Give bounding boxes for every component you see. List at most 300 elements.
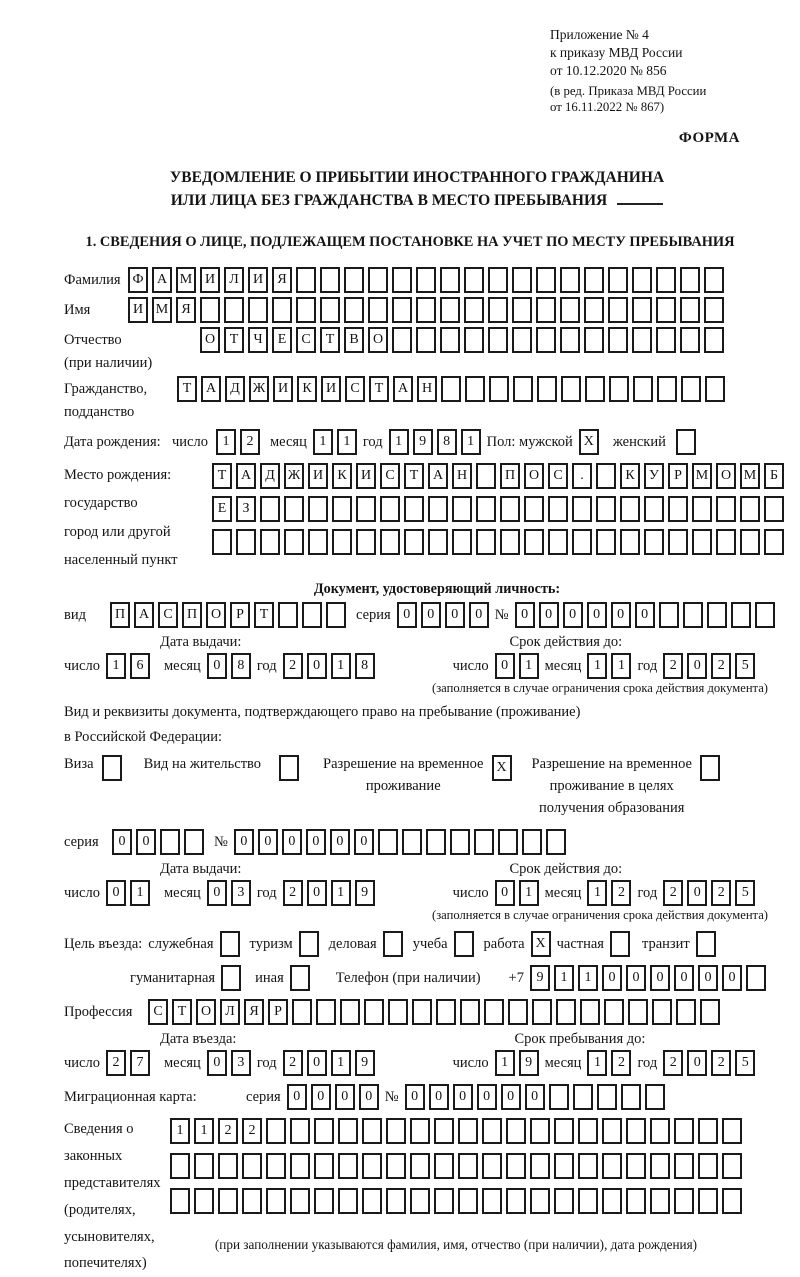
char-box[interactable] — [561, 376, 581, 402]
char-box[interactable] — [284, 496, 304, 522]
char-box[interactable]: Ч — [248, 327, 268, 353]
char-box[interactable] — [680, 267, 700, 293]
char-box[interactable] — [410, 1188, 430, 1214]
char-box[interactable] — [224, 297, 244, 323]
char-box[interactable]: 2 — [711, 880, 731, 906]
char-box[interactable] — [764, 496, 784, 522]
char-box[interactable]: С — [158, 602, 178, 628]
char-box[interactable]: К — [620, 463, 640, 489]
char-box[interactable] — [476, 463, 496, 489]
char-box[interactable] — [404, 496, 424, 522]
char-box[interactable] — [522, 829, 542, 855]
char-box[interactable]: В — [344, 327, 364, 353]
char-box[interactable]: 1 — [331, 880, 351, 906]
char-box[interactable] — [272, 297, 292, 323]
char-box[interactable]: 2 — [106, 1050, 126, 1076]
char-box[interactable]: 0 — [282, 829, 302, 855]
char-box[interactable] — [242, 1153, 262, 1179]
residence-issue-year[interactable] — [283, 880, 375, 906]
char-box[interactable] — [512, 327, 532, 353]
char-box[interactable] — [404, 529, 424, 555]
iddoc-issue-year[interactable] — [283, 653, 375, 679]
iddoc-issue-month[interactable] — [207, 653, 251, 679]
char-box[interactable]: 9 — [413, 429, 433, 455]
char-box[interactable] — [602, 1118, 622, 1144]
char-box[interactable]: А — [393, 376, 413, 402]
char-box[interactable] — [692, 496, 712, 522]
char-box[interactable] — [626, 1118, 646, 1144]
char-box[interactable] — [434, 1118, 454, 1144]
char-box[interactable] — [680, 297, 700, 323]
char-box[interactable]: 9 — [355, 1050, 375, 1076]
char-box[interactable]: 0 — [445, 602, 465, 628]
char-box[interactable] — [221, 965, 241, 991]
char-box[interactable]: 9 — [530, 965, 550, 991]
char-box[interactable]: 0 — [626, 965, 646, 991]
char-box[interactable]: 5 — [735, 880, 755, 906]
char-box[interactable] — [452, 529, 472, 555]
char-box[interactable] — [596, 496, 616, 522]
char-box[interactable] — [696, 931, 716, 957]
residence-valid-month[interactable] — [587, 880, 631, 906]
char-box[interactable] — [500, 529, 520, 555]
char-box[interactable] — [578, 1118, 598, 1144]
char-box[interactable] — [383, 931, 403, 957]
char-box[interactable] — [508, 999, 528, 1025]
char-box[interactable] — [428, 529, 448, 555]
char-box[interactable]: И — [128, 297, 148, 323]
char-box[interactable]: 1 — [130, 880, 150, 906]
char-box[interactable]: С — [148, 999, 168, 1025]
char-box[interactable]: А — [428, 463, 448, 489]
char-box[interactable]: 0 — [515, 602, 535, 628]
char-box[interactable] — [200, 297, 220, 323]
iddoc-valid-year[interactable] — [663, 653, 755, 679]
char-box[interactable] — [704, 327, 724, 353]
char-box[interactable]: 0 — [421, 602, 441, 628]
char-box[interactable]: 0 — [635, 602, 655, 628]
char-box[interactable]: А — [236, 463, 256, 489]
char-box[interactable] — [676, 429, 696, 455]
char-box[interactable] — [356, 529, 376, 555]
char-box[interactable] — [410, 1118, 430, 1144]
char-box[interactable]: X — [531, 931, 551, 957]
char-box[interactable] — [194, 1188, 214, 1214]
char-box[interactable]: 0 — [405, 1084, 425, 1110]
char-box[interactable] — [650, 1188, 670, 1214]
char-box[interactable] — [530, 1118, 550, 1144]
char-box[interactable]: 0 — [687, 880, 707, 906]
char-box[interactable]: 1 — [611, 653, 631, 679]
char-box[interactable] — [532, 999, 552, 1025]
char-box[interactable]: Л — [224, 267, 244, 293]
char-box[interactable] — [314, 1153, 334, 1179]
residence-valid-day[interactable] — [495, 880, 539, 906]
char-box[interactable]: 0 — [307, 880, 327, 906]
char-box[interactable] — [220, 931, 240, 957]
char-box[interactable] — [560, 297, 580, 323]
char-box[interactable]: Т — [177, 376, 197, 402]
char-box[interactable] — [524, 529, 544, 555]
char-box[interactable] — [314, 1188, 334, 1214]
surname-boxes[interactable] — [128, 267, 724, 293]
char-box[interactable] — [668, 529, 688, 555]
char-box[interactable] — [338, 1118, 358, 1144]
char-box[interactable] — [698, 1188, 718, 1214]
char-box[interactable] — [392, 297, 412, 323]
char-box[interactable]: 5 — [735, 653, 755, 679]
char-box[interactable] — [308, 529, 328, 555]
char-box[interactable] — [440, 327, 460, 353]
char-box[interactable]: 2 — [218, 1118, 238, 1144]
char-box[interactable] — [700, 755, 720, 781]
char-box[interactable] — [392, 267, 412, 293]
char-box[interactable]: 0 — [307, 1050, 327, 1076]
char-box[interactable] — [452, 496, 472, 522]
purpose-transit-checkbox[interactable] — [696, 931, 716, 957]
char-box[interactable]: Д — [260, 463, 280, 489]
char-box[interactable] — [580, 999, 600, 1025]
char-box[interactable] — [764, 529, 784, 555]
char-box[interactable] — [610, 931, 630, 957]
char-box[interactable] — [194, 1153, 214, 1179]
char-box[interactable] — [722, 1153, 742, 1179]
char-box[interactable]: Т — [212, 463, 232, 489]
char-box[interactable] — [416, 327, 436, 353]
char-box[interactable] — [482, 1188, 502, 1214]
char-box[interactable] — [656, 297, 676, 323]
residence-issue-month[interactable] — [207, 880, 251, 906]
char-box[interactable]: Л — [220, 999, 240, 1025]
char-box[interactable]: 9 — [355, 880, 375, 906]
char-box[interactable] — [332, 496, 352, 522]
char-box[interactable] — [290, 1188, 310, 1214]
char-box[interactable] — [681, 376, 701, 402]
char-box[interactable]: 0 — [354, 829, 374, 855]
purpose-other-checkbox[interactable] — [290, 965, 310, 991]
char-box[interactable]: 0 — [234, 829, 254, 855]
char-box[interactable] — [698, 1153, 718, 1179]
char-box[interactable] — [659, 602, 679, 628]
char-box[interactable] — [458, 1118, 478, 1144]
char-box[interactable]: 2 — [242, 1118, 262, 1144]
char-box[interactable] — [560, 267, 580, 293]
char-box[interactable]: 2 — [283, 1050, 303, 1076]
temp-residence-edu-checkbox[interactable] — [700, 755, 720, 781]
char-box[interactable]: 0 — [311, 1084, 331, 1110]
char-box[interactable] — [632, 267, 652, 293]
char-box[interactable] — [386, 1188, 406, 1214]
char-box[interactable] — [554, 1118, 574, 1144]
char-box[interactable] — [474, 829, 494, 855]
char-box[interactable] — [368, 297, 388, 323]
char-box[interactable] — [585, 376, 605, 402]
char-box[interactable]: 0 — [687, 1050, 707, 1076]
char-box[interactable] — [260, 496, 280, 522]
representatives-row3-boxes[interactable] — [170, 1188, 742, 1214]
char-box[interactable]: 1 — [389, 429, 409, 455]
birthplace-row1-boxes[interactable] — [212, 463, 784, 489]
char-box[interactable] — [554, 1153, 574, 1179]
iddoc-valid-month[interactable] — [587, 653, 631, 679]
char-box[interactable]: П — [110, 602, 130, 628]
char-box[interactable] — [700, 999, 720, 1025]
char-box[interactable]: 7 — [130, 1050, 150, 1076]
char-box[interactable] — [362, 1118, 382, 1144]
char-box[interactable]: 0 — [397, 602, 417, 628]
char-box[interactable]: С — [380, 463, 400, 489]
char-box[interactable] — [460, 999, 480, 1025]
char-box[interactable] — [380, 496, 400, 522]
char-box[interactable] — [388, 999, 408, 1025]
char-box[interactable] — [621, 1084, 641, 1110]
char-box[interactable]: А — [201, 376, 221, 402]
char-box[interactable] — [645, 1084, 665, 1110]
char-box[interactable] — [454, 931, 474, 957]
char-box[interactable]: 8 — [437, 429, 457, 455]
char-box[interactable]: 0 — [207, 1050, 227, 1076]
char-box[interactable]: 0 — [207, 653, 227, 679]
char-box[interactable]: М — [152, 297, 172, 323]
residence-series-boxes[interactable] — [112, 829, 204, 855]
char-box[interactable] — [500, 496, 520, 522]
char-box[interactable] — [332, 529, 352, 555]
char-box[interactable] — [536, 327, 556, 353]
char-box[interactable] — [722, 1188, 742, 1214]
char-box[interactable]: 0 — [287, 1084, 307, 1110]
char-box[interactable] — [536, 267, 556, 293]
char-box[interactable] — [218, 1153, 238, 1179]
purpose-official-checkbox[interactable] — [220, 931, 240, 957]
char-box[interactable]: 0 — [687, 653, 707, 679]
stay-day[interactable] — [495, 1050, 539, 1076]
birthplace-row3-boxes[interactable] — [212, 529, 784, 555]
char-box[interactable]: 1 — [106, 653, 126, 679]
char-box[interactable]: С — [296, 327, 316, 353]
char-box[interactable]: 0 — [495, 880, 515, 906]
char-box[interactable] — [236, 529, 256, 555]
char-box[interactable] — [302, 602, 322, 628]
char-box[interactable] — [266, 1188, 286, 1214]
char-box[interactable] — [170, 1188, 190, 1214]
char-box[interactable] — [716, 496, 736, 522]
char-box[interactable] — [596, 529, 616, 555]
char-box[interactable]: 1 — [337, 429, 357, 455]
char-box[interactable] — [556, 999, 576, 1025]
char-box[interactable]: 1 — [587, 880, 607, 906]
char-box[interactable]: О — [200, 327, 220, 353]
char-box[interactable]: Р — [268, 999, 288, 1025]
char-box[interactable] — [650, 1153, 670, 1179]
char-box[interactable] — [674, 1153, 694, 1179]
char-box[interactable]: У — [644, 463, 664, 489]
char-box[interactable] — [602, 1188, 622, 1214]
char-box[interactable] — [380, 529, 400, 555]
char-box[interactable] — [290, 1118, 310, 1144]
char-box[interactable] — [650, 1118, 670, 1144]
entry-day[interactable] — [106, 1050, 150, 1076]
char-box[interactable] — [560, 327, 580, 353]
profession-boxes[interactable] — [148, 999, 720, 1025]
char-box[interactable] — [698, 1118, 718, 1144]
char-box[interactable] — [308, 496, 328, 522]
char-box[interactable]: 1 — [216, 429, 236, 455]
char-box[interactable]: Ж — [249, 376, 269, 402]
char-box[interactable] — [314, 1118, 334, 1144]
char-box[interactable]: И — [273, 376, 293, 402]
char-box[interactable]: И — [321, 376, 341, 402]
char-box[interactable]: 2 — [240, 429, 260, 455]
char-box[interactable] — [604, 999, 624, 1025]
char-box[interactable] — [279, 755, 299, 781]
char-box[interactable]: Т — [224, 327, 244, 353]
char-box[interactable]: И — [248, 267, 268, 293]
char-box[interactable] — [290, 965, 310, 991]
char-box[interactable] — [692, 529, 712, 555]
char-box[interactable] — [716, 529, 736, 555]
residence-permit-checkbox[interactable] — [279, 755, 299, 781]
char-box[interactable] — [674, 1188, 694, 1214]
char-box[interactable] — [609, 376, 629, 402]
char-box[interactable] — [549, 1084, 569, 1110]
char-box[interactable] — [340, 999, 360, 1025]
char-box[interactable] — [705, 376, 725, 402]
char-box[interactable]: 0 — [650, 965, 670, 991]
stay-month[interactable] — [587, 1050, 631, 1076]
char-box[interactable] — [632, 297, 652, 323]
char-box[interactable]: 0 — [453, 1084, 473, 1110]
char-box[interactable] — [450, 829, 470, 855]
char-box[interactable] — [506, 1118, 526, 1144]
char-box[interactable]: 1 — [587, 1050, 607, 1076]
birth-day-boxes[interactable] — [216, 429, 260, 455]
char-box[interactable] — [755, 602, 775, 628]
char-box[interactable] — [441, 376, 461, 402]
char-box[interactable] — [248, 297, 268, 323]
char-box[interactable] — [392, 327, 412, 353]
char-box[interactable] — [266, 1118, 286, 1144]
char-box[interactable] — [356, 496, 376, 522]
char-box[interactable]: 2 — [611, 880, 631, 906]
char-box[interactable] — [378, 829, 398, 855]
char-box[interactable]: Ф — [128, 267, 148, 293]
char-box[interactable] — [524, 496, 544, 522]
char-box[interactable]: 2 — [663, 1050, 683, 1076]
char-box[interactable] — [489, 376, 509, 402]
char-box[interactable] — [402, 829, 422, 855]
char-box[interactable] — [434, 1153, 454, 1179]
char-box[interactable] — [170, 1153, 190, 1179]
char-box[interactable] — [530, 1153, 550, 1179]
char-box[interactable]: 2 — [663, 653, 683, 679]
char-box[interactable] — [386, 1118, 406, 1144]
char-box[interactable] — [584, 327, 604, 353]
char-box[interactable] — [608, 327, 628, 353]
char-box[interactable]: М — [692, 463, 712, 489]
char-box[interactable] — [554, 1188, 574, 1214]
char-box[interactable]: 1 — [194, 1118, 214, 1144]
representatives-row1-boxes[interactable] — [170, 1118, 742, 1144]
char-box[interactable]: 0 — [722, 965, 742, 991]
char-box[interactable]: 0 — [207, 880, 227, 906]
char-box[interactable] — [683, 602, 703, 628]
char-box[interactable]: Р — [230, 602, 250, 628]
char-box[interactable] — [644, 529, 664, 555]
char-box[interactable]: 8 — [231, 653, 251, 679]
char-box[interactable]: 0 — [674, 965, 694, 991]
char-box[interactable] — [722, 1118, 742, 1144]
char-box[interactable] — [746, 965, 766, 991]
char-box[interactable] — [488, 327, 508, 353]
char-box[interactable] — [731, 602, 751, 628]
char-box[interactable]: О — [368, 327, 388, 353]
char-box[interactable]: Я — [176, 297, 196, 323]
char-box[interactable] — [464, 327, 484, 353]
char-box[interactable] — [537, 376, 557, 402]
char-box[interactable]: 0 — [602, 965, 622, 991]
char-box[interactable] — [299, 931, 319, 957]
char-box[interactable]: С — [548, 463, 568, 489]
migration-number-boxes[interactable] — [405, 1084, 665, 1110]
iddoc-issue-day[interactable] — [106, 653, 150, 679]
char-box[interactable]: П — [500, 463, 520, 489]
visa-checkbox[interactable] — [102, 755, 122, 781]
char-box[interactable]: 1 — [578, 965, 598, 991]
char-box[interactable] — [458, 1153, 478, 1179]
char-box[interactable] — [740, 496, 760, 522]
char-box[interactable] — [572, 529, 592, 555]
char-box[interactable] — [320, 267, 340, 293]
char-box[interactable]: И — [200, 267, 220, 293]
char-box[interactable] — [704, 267, 724, 293]
stay-year[interactable] — [663, 1050, 755, 1076]
char-box[interactable] — [506, 1153, 526, 1179]
char-box[interactable] — [488, 267, 508, 293]
char-box[interactable] — [410, 1153, 430, 1179]
char-box[interactable]: 1 — [461, 429, 481, 455]
birth-year-boxes[interactable] — [389, 429, 481, 455]
char-box[interactable] — [657, 376, 677, 402]
char-box[interactable] — [704, 297, 724, 323]
char-box[interactable] — [578, 1188, 598, 1214]
char-box[interactable] — [512, 297, 532, 323]
sex-male-checkbox[interactable] — [579, 429, 599, 455]
char-box[interactable] — [284, 529, 304, 555]
char-box[interactable]: Т — [320, 327, 340, 353]
char-box[interactable] — [440, 267, 460, 293]
char-box[interactable]: К — [332, 463, 352, 489]
char-box[interactable]: 0 — [106, 880, 126, 906]
char-box[interactable]: 0 — [501, 1084, 521, 1110]
char-box[interactable] — [548, 496, 568, 522]
char-box[interactable] — [416, 267, 436, 293]
char-box[interactable] — [652, 999, 672, 1025]
char-box[interactable]: 2 — [663, 880, 683, 906]
iddoc-series-boxes[interactable] — [397, 602, 489, 628]
char-box[interactable] — [632, 327, 652, 353]
char-box[interactable] — [620, 496, 640, 522]
char-box[interactable]: 0 — [587, 602, 607, 628]
char-box[interactable]: 1 — [313, 429, 333, 455]
entry-month[interactable] — [207, 1050, 251, 1076]
char-box[interactable]: Е — [272, 327, 292, 353]
iddoc-valid-day[interactable] — [495, 653, 539, 679]
char-box[interactable] — [596, 463, 616, 489]
char-box[interactable]: 1 — [519, 653, 539, 679]
char-box[interactable] — [674, 1118, 694, 1144]
char-box[interactable]: Т — [254, 602, 274, 628]
char-box[interactable] — [212, 529, 232, 555]
